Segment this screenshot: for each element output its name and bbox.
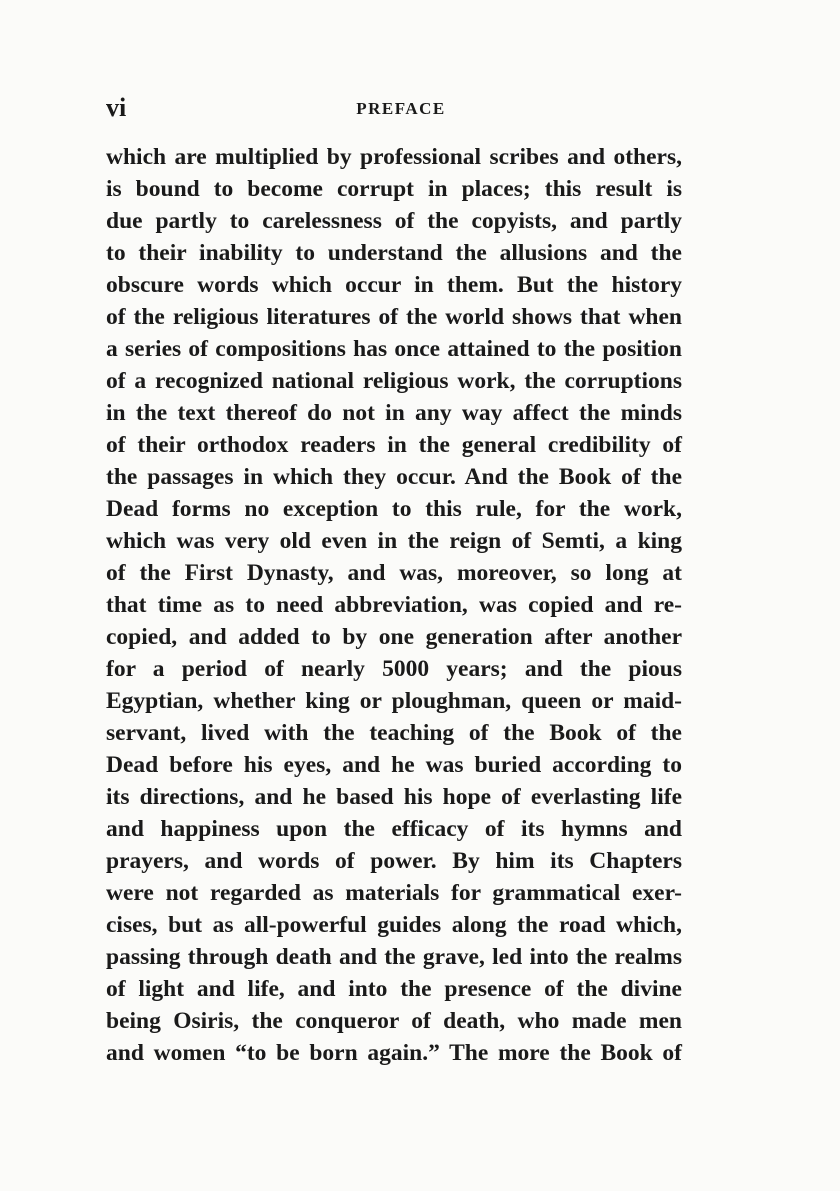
text-line: of light and life, and into the presence of the divine <box>106 976 682 1002</box>
text-line: copied, and added to by one generation after another <box>106 624 682 650</box>
text-line: its directions, and he based his hope of everlasting life <box>106 784 682 810</box>
text-line: servant, lived with the teaching of the Book of the <box>106 720 682 746</box>
text-line: which was very old even in the reign of Semti, a king <box>106 528 682 554</box>
text-line: of a recognized national religious work, the corruptions <box>106 368 682 394</box>
text-line: of the First Dynasty, and was, moreover, so long at <box>106 560 682 586</box>
page-header <box>106 92 682 126</box>
text-line: obscure words which occur in them. But the history <box>106 272 682 298</box>
text-line: Egyptian, whether king or ploughman, queen or maid- <box>106 688 682 714</box>
text-line: and happiness upon the efficacy of its hymns and <box>106 816 682 842</box>
text-line: which are multiplied by professional scribes and others, <box>106 144 682 170</box>
running-head: PREFACE <box>356 99 446 118</box>
text-line: passing through death and the grave, led into the realms <box>106 944 682 970</box>
text-line: were not regarded as materials for grammatical exer- <box>106 880 682 906</box>
text-line: due partly to carelessness of the copyists, and partly <box>106 208 682 234</box>
text-line: being Osiris, the conqueror of death, who made men <box>106 1008 682 1034</box>
text-line: Dead forms no exception to this rule, for the work, <box>106 496 682 522</box>
text-line: cises, but as all-powerful guides along the road which, <box>106 912 682 938</box>
text-line: to their inability to understand the allusions and the <box>106 240 682 266</box>
text-line: Dead before his eyes, and he was buried according to <box>106 752 682 778</box>
text-line: of the religious literatures of the world shows that when <box>106 304 682 330</box>
text-line: and women “to be born again.” The more the Book of <box>106 1040 682 1066</box>
text-line: a series of compositions has once attained to the position <box>106 336 682 362</box>
page-number: vi <box>106 93 127 122</box>
text-line: for a period of nearly 5000 years; and the pious <box>106 656 682 682</box>
text-line: of their orthodox readers in the general credibility of <box>106 432 682 458</box>
text-line: is bound to become corrupt in places; this result is <box>106 176 682 202</box>
text-line: the passages in which they occur. And the Book of the <box>106 464 682 490</box>
text-line: prayers, and words of power. By him its Chapters <box>106 848 682 874</box>
text-line: that time as to need abbreviation, was copied and re- <box>106 592 682 618</box>
text-line: in the text thereof do not in any way affect the minds <box>106 400 682 426</box>
body-text <box>106 141 682 1069</box>
